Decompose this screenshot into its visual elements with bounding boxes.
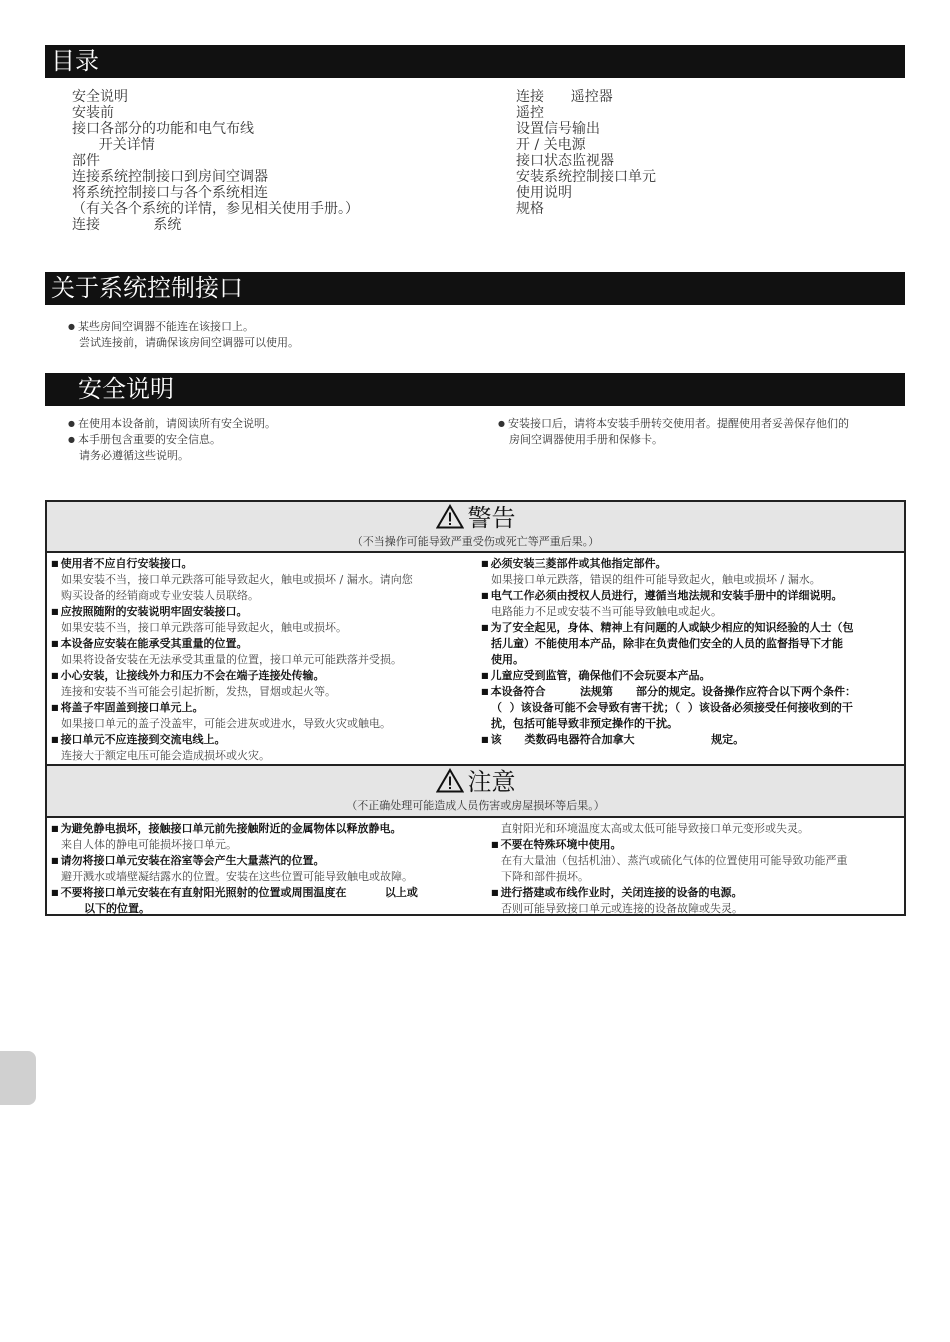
caution-subtitle: （不正确处理可能造成人员伤害或房屋损坏等后果。） [346,799,605,812]
toc-left-list [72,89,359,233]
item-heading: ■ 应按照随附的安装说明牢固安装接口。 [51,604,413,620]
item-detail-text: 下降和部件损坏。 [501,870,589,883]
safety-notes-right [498,416,849,448]
warning-right-column [481,556,856,748]
item-detail-text: 连接大于额定电压可能会造成损坏或火灾。 [61,749,270,762]
warning-box [45,500,906,766]
item-heading: ■ 儿童应受到监管，确保他们不会玩耍本产品。 [481,668,856,684]
toc-item[interactable]: 连接 遥控器 [516,89,613,105]
item-detail-text: 避开溅水或墙壁凝结露水的位置。安装在这些位置可能导致触电或故障。 [61,870,413,883]
toc-item[interactable]: 安装前 [72,105,114,121]
item-heading: ■ 必须安装三菱部件或其他指定部件。 [481,556,856,572]
toc-item[interactable]: 开 / 关电源 [516,137,586,153]
warning-body [47,553,904,766]
about-note-2: 尝试连接前，请确保该房间空调器可以使用。 [79,336,299,349]
toc-item[interactable]: 部件 [72,153,100,169]
item-heading: ■ 本设备符合 法规第 部分的规定。设备操作应符合以下两个条件： [481,684,856,700]
caution-header [47,766,904,818]
safety-note: 请务必遵循这些说明。 [79,449,189,462]
item-detail-text: 连接和安装不当可能会引起折断，发热，冒烟或起火等。 [61,685,336,698]
item-detail-text: 如果接口单元的盖子没盖牢，可能会进灰或进水，导致火灾或触电。 [61,717,391,730]
item-heading: 以下的位置。 [61,902,150,915]
item-detail-text: 如果接口单元跌落，错误的组件可能导致起火，触电或损坏 / 漏水。 [491,573,821,586]
caution-title: 注意 [467,768,516,796]
item-detail-text: 电路能力不足或安装不当可能导致触电或起火。 [491,605,722,618]
caution-right-column [491,821,848,917]
item-heading: ■ 接口单元不应连接到交流电线上。 [51,732,413,748]
caution-body [47,818,904,916]
safety-title: 安全说明 [78,375,174,403]
toc-item[interactable]: 接口状态监视器 [516,153,614,169]
item-heading: 括儿童）不能使用本产品，除非在负责他们安全的人员的监督指导下才能 [491,637,843,650]
caution-box [45,764,906,916]
about-title-bar [45,272,905,305]
item-heading: 扰，包括可能导致非预定操作的干扰。 [491,717,678,730]
item-detail-text: 否则可能导致接口单元或连接的设备故障或失灵。 [501,902,743,915]
safety-note: ● 安装接口后，请将本安装手册转交使用者。提醒使用者妥善保存他们的 [498,416,849,432]
item-heading: ■ 小心安装，让接线外力和压力不会在端子连接处传输。 [51,668,413,684]
toc-right-list [516,89,656,217]
item-detail-text: 如果安装不当，接口单元跌落可能导致起火，触电或损坏。 [61,621,347,634]
toc-title-bar [45,45,905,78]
warning-subtitle: （不当操作可能导致严重受伤或死亡等严重后果。） [351,535,600,548]
toc-item[interactable]: 连接系统控制接口到房间空调器 [72,169,268,185]
item-detail-text: 如果将设备安装在无法承受其重量的位置，接口单元可能跌落并受损。 [61,653,402,666]
toc-item[interactable]: 连接 系统 [72,217,182,233]
item-heading: ■ 为避免静电损坏，接触接口单元前先接触附近的金属物体以释放静电。 [51,821,418,837]
item-heading: ■ 使用者不应自行安装接口。 [51,556,413,572]
item-detail-text: 在有大量油（包括机油）、蒸汽或硫化气体的位置使用可能导致功能严重 [501,854,848,867]
item-heading: ■ 不要将接口单元安装在有直射阳光照射的位置或周围温度在 以上或 [51,885,418,901]
item-heading: ■ 本设备应安装在能承受其重量的位置。 [51,636,413,652]
toc-item[interactable]: 接口各部分的功能和电气布线 [72,121,254,137]
toc-item[interactable]: （有关各个系统的详情，参见相关使用手册。） [72,201,359,217]
toc-item[interactable]: 安全说明 [72,89,128,105]
toc-item[interactable]: 安装系统控制接口单元 [516,169,656,185]
caution-triangle-icon [436,768,464,799]
toc-item[interactable]: 使用说明 [516,185,572,201]
about-notes [68,319,299,351]
toc-item[interactable]: 将系统控制接口与各个系统相连 [72,185,268,201]
item-heading: ■ 将盖子牢固盖到接口单元上。 [51,700,413,716]
warning-title: 警告 [467,504,516,532]
item-detail-text: 如果安装不当，接口单元跌落可能导致起火，触电或损坏 / 漏水。请向您 [61,573,413,586]
item-heading: ■ 请勿将接口单元安装在浴室等会产生大量蒸汽的位置。 [51,853,418,869]
caution-left-column [51,821,418,917]
toc-item[interactable]: 开关详情 [72,137,155,153]
item-heading: 使用。 [491,653,524,666]
toc-item[interactable]: 设置信号输出 [516,121,600,137]
about-note-1: ● 某些房间空调器不能连在该接口上。 [68,319,299,335]
safety-note: ● 本手册包含重要的安全信息。 [68,432,276,448]
item-heading: ■ 为了安全起见，身体、精神上有问题的人或缺少相应的知识经验的人士（包 [481,620,856,636]
safety-note: 房间空调器使用手册和保修卡。 [509,433,663,446]
toc-item[interactable]: 遥控 [516,105,544,121]
item-heading: ■ 不要在特殊环境中使用。 [491,837,848,853]
item-detail-text: 购买设备的经销商或专业安装人员联络。 [61,589,259,602]
safety-notes-left [68,416,276,464]
warning-left-column [51,556,413,764]
toc-title: 目录 [51,47,99,75]
item-heading: ■ 该 类数码电器符合加拿大 规定。 [481,732,856,748]
warning-triangle-icon [436,504,464,535]
toc-item[interactable]: 规格 [516,201,544,217]
item-heading: ■ 进行搭建或布线作业时，关闭连接的设备的电源。 [491,885,848,901]
page-side-tab [0,1051,36,1105]
item-detail-text: 来自人体的静电可能损坏接口单元。 [61,838,237,851]
item-detail-text: 直射阳光和环境温度太高或太低可能导致接口单元变形或失灵。 [501,822,809,835]
safety-note: ● 在使用本设备前，请阅读所有安全说明。 [68,416,276,432]
item-heading: （ ）该设备可能不会导致有害干扰；（ ）该设备必须接受任何接收到的干 [491,701,853,714]
warning-header [47,502,904,553]
item-heading: ■ 电气工作必须由授权人员进行，遵循当地法规和安装手册中的详细说明。 [481,588,856,604]
about-title: 关于系统控制接口 [51,274,243,302]
safety-title-bar [45,373,905,406]
